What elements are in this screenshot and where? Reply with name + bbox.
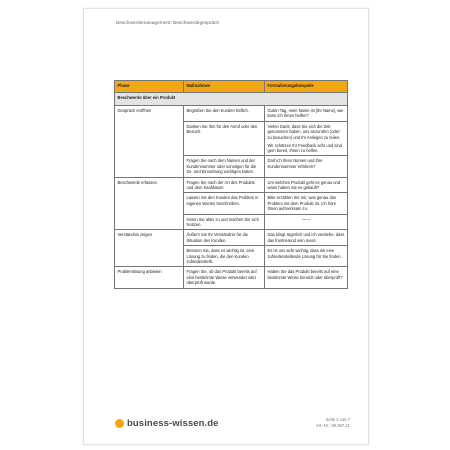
- example-cell: Darf ich Ihren Namen und Ihre Kundennummer erfahren?: [265, 156, 348, 177]
- complaint-table: [114, 80, 348, 289]
- measure-cell: Danken Sie ihm für den Anruf oder den Besuch.: [184, 121, 265, 156]
- example-cell: [265, 214, 348, 230]
- table-row: [115, 106, 348, 122]
- document-page: [83, 8, 369, 445]
- brand-dot-icon: [115, 419, 124, 428]
- brand-logo: [115, 418, 219, 429]
- measure-cell: Fragen Sie nach der Art des Produkts und dem Kaufdatum.: [184, 177, 265, 193]
- example-cell: Es ist uns sehr wichtig, dass wir eine zufriedenstellende Lösung für Sie finden.: [265, 246, 348, 267]
- footer-meta: [316, 417, 350, 429]
- phase-cell: Beschwerde erfassen: [115, 177, 184, 230]
- example-cell: Haben Sie das Produkt bereits auf eine bestimmte Weise benutzt oder überprüft?: [265, 267, 348, 288]
- example-cell: [265, 121, 348, 156]
- phase-cell: Problemlösung anbieten: [115, 267, 184, 288]
- measure-cell: Lassen Sie den Kunden das Problem in eigenen Worten beschreiben.: [184, 193, 265, 214]
- example-cell: Guten Tag, mein Name ist [Ihr Name], wie kann ich Ihnen helfen?: [265, 106, 348, 122]
- document-header: Beschwerdemanagement: Beschwerdegespräch: [116, 21, 220, 26]
- example-cell: Das klingt ärgerlich und ich verstehe, dass das frustrierend sein muss.: [265, 230, 348, 246]
- empty-dash: ——: [302, 216, 311, 222]
- measure-cell: Betonen Sie, dass es wichtig ist, eine Lösung zu finden, die den Kunden zufriedenstellt.: [184, 246, 265, 267]
- column-header-measures: Maßnahmen: [184, 81, 265, 93]
- table-header-row: [115, 81, 348, 93]
- example-cell: Bitte erzählen Sie mir, was genau das Problem mit dem Produkt ist. Ich höre Ihnen aufmerksam zu.: [265, 193, 348, 214]
- table-row: [115, 230, 348, 246]
- page-number: Seite 2 von 7: [325, 417, 350, 422]
- example-text-2: Wir schätzen Ihr Feedback sehr und sind gern bereit, Ihnen zu helfen.: [267, 142, 342, 153]
- phase-cell: Verständnis zeigen: [115, 230, 184, 267]
- table-row: [115, 267, 348, 288]
- table-row: [115, 177, 348, 193]
- example-cell: Um welches Produkt geht es genau und wann haben Sie es gekauft?: [265, 177, 348, 193]
- measure-cell: Fragen Sie nach dem Namen und der Kundennummer oder sonstigen für die Zu- und Einordnung wichtigen Daten.: [184, 156, 265, 177]
- column-header-examples: Formulierungsbeispiele: [265, 81, 348, 93]
- measure-cell: Hören Sie aktiv zu und machen Sie sich Notizen.: [184, 214, 265, 230]
- example-text: Vielen Dank, dass Sie sich die Zeit genommen haben, uns anzurufen (oder: zu besuchen) und Ihr Anliegen zu teilen.: [267, 123, 341, 140]
- group-title: Beschwerde über ein Produkt: [115, 93, 348, 106]
- column-header-phase: Phase: [115, 81, 184, 93]
- phase-cell: Gespräch eröffnen: [115, 106, 184, 178]
- brand-name: business-wissen.de: [127, 418, 219, 429]
- measure-cell: Fragen Sie, ob das Produkt bereits auf eine bestimmte Weise verwendet oder überprüft wurde.: [184, 267, 265, 288]
- measure-cell: Äußern Sie Ihr Verständnis für die Situation des Kunden.: [184, 230, 265, 246]
- measure-cell: Begrüßen Sie den Kunden höflich.: [184, 106, 265, 122]
- article-number: Art.-Nr.: 99.097.21: [315, 423, 350, 428]
- table-group-row: [115, 93, 348, 106]
